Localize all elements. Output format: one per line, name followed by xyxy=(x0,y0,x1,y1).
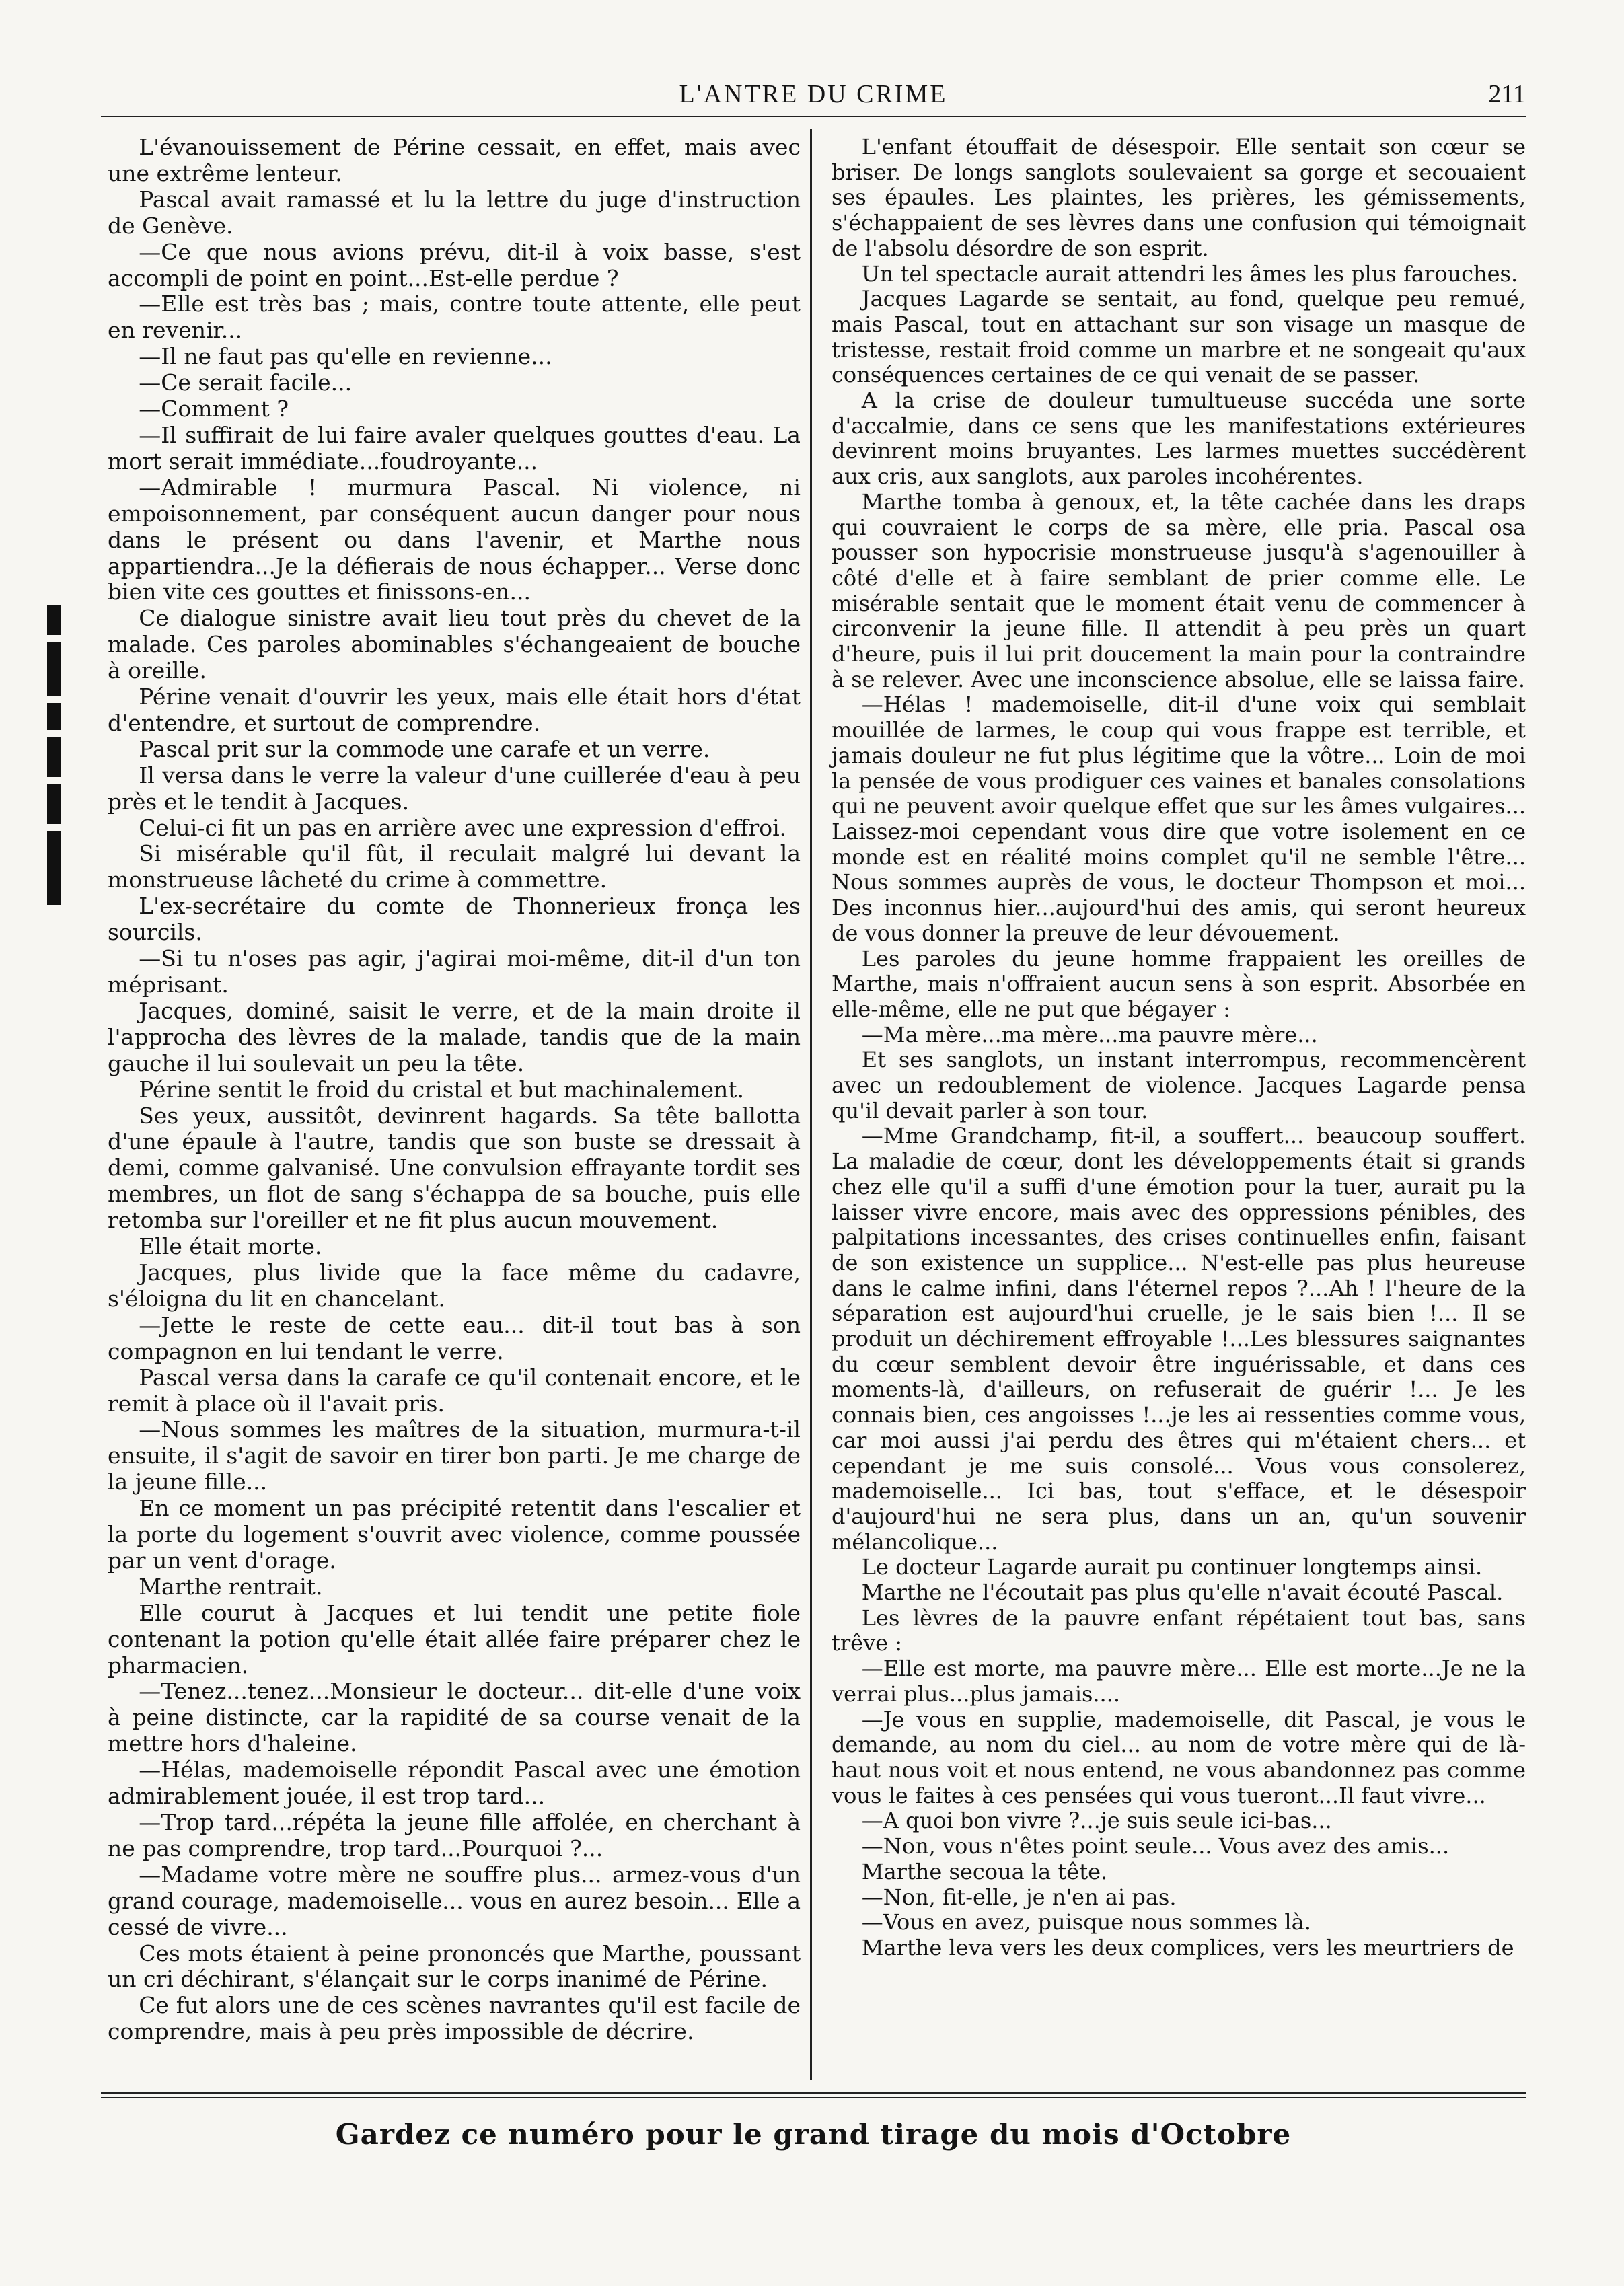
margin-marker xyxy=(47,737,61,777)
paragraph: —Je vous en supplie, mademoiselle, dit Pascal, je vous le demande, au nom du ciel... au nom de votre mère qui de là-haut nous voit et nous entend, ne vous abandonnez pas comme vous le faites à ces pensées qui vous tueront...Il faut vivre... xyxy=(832,1706,1526,1808)
paragraph: L'évanouissement de Périne cessait, en effet, mais avec une extrême lenteur. xyxy=(108,134,801,186)
paragraph: Elle courut à Jacques et lui tendit une petite fiole contenant la potion qu'elle était allée faire préparer chez le pharmacien. xyxy=(108,1599,801,1679)
paragraph: —Madame votre mère ne souffre plus... armez-vous d'un grand courage, mademoiselle... vous en aurez besoin... Elle a cessé de vivre... xyxy=(108,1861,801,1940)
paragraph: —A quoi bon vivre ?...je suis seule ici-bas... xyxy=(861,1808,1332,1834)
footer-notice: Gardez ce numéro pour le grand tirage du mois d'Octobre xyxy=(335,2118,1292,2151)
paragraph: —Comment ? xyxy=(139,396,289,422)
column-divider xyxy=(810,129,812,2080)
paragraph: Jacques Lagarde se sentait, au fond, quelque peu remué, mais Pascal, tout en attachant sur son visage un masque de tristesse, restait froid comme un marbre et ne songeait qu'aux conséquences certaines de ce qui venait de se passer. xyxy=(832,286,1526,388)
page-header xyxy=(101,79,1526,120)
margin-marker xyxy=(47,642,61,696)
paragraph: —Vous en avez, puisque nous sommes là. xyxy=(861,1909,1311,1935)
paragraph: —Il suffirait de lui faire avaler quelques gouttes d'eau. La mort serait immédiate...foudroyante... xyxy=(108,421,801,474)
margin-marker xyxy=(47,831,61,905)
paragraph: Périne venait d'ouvrir les yeux, mais elle était hors d'état d'entendre, et surtout de comprendre. xyxy=(108,684,801,736)
margin-marker xyxy=(47,605,61,635)
paragraph: Les lèvres de la pauvre enfant répétaient tout bas, sans trêve : xyxy=(832,1605,1526,1656)
paragraph: Si misérable qu'il fût, il reculait malgré lui devant la monstrueuse lâcheté du crime à commettre. xyxy=(108,840,801,893)
paragraph: Jacques, plus livide que la face même du cadavre, s'éloigna du lit en chancelant. xyxy=(108,1259,801,1312)
left-text-column xyxy=(108,135,801,2045)
paragraph: —Jette le reste de cette eau... dit-il tout bas à son compagnon en lui tendant le verre. xyxy=(108,1311,801,1364)
page-number: 211 xyxy=(1488,80,1526,108)
footer-rule xyxy=(101,2092,1526,2098)
paragraph: Périne sentit le froid du cristal et but machinalement. xyxy=(139,1076,745,1103)
paragraph: Ces mots étaient à peine prononcés que Marthe, poussant un cri déchirant, s'élançait sur le corps inanimé de Périne. xyxy=(108,1940,801,1993)
paragraph: Et ses sanglots, un instant interrompus, recommencèrent avec un redoublement de violence. Jacques Lagarde pensa qu'il devait parler à son tour. xyxy=(832,1047,1526,1123)
paragraph: —Hélas ! mademoiselle, dit-il d'une voix qui semblait mouillée de larmes, le coup qui vous frappe est terrible, et jamais douleur ne fut plus légitime que la vôtre... Loin de moi la pensée de vous prodiguer ces vaines et banales consolations qui ne peuvent avoir quelque effet que sur les âmes vulgaires... Laissez-moi cependant vous dire que votre isolement en ce monde est en réalité moins complet qu'il ne semble l'être... Nous sommes auprès de vous, le docteur Thompson et moi... Des inconnus hier...aujourd'hui des amis, qui seront heureux de vous donner la preuve de leur dévouement. xyxy=(832,692,1526,946)
paragraph: Le docteur Lagarde aurait pu continuer longtemps ainsi. xyxy=(861,1554,1483,1580)
paragraph: —Elle est morte, ma pauvre mère... Elle est morte...Je ne la verrai plus...plus jamais.... xyxy=(832,1656,1526,1707)
paragraph: Marthe ne l'écoutait pas plus qu'elle n'avait écouté Pascal. xyxy=(861,1580,1504,1606)
paragraph: Jacques, dominé, saisit le verre, et de la main droite il l'approcha des lèvres de la malade, tandis que de la main gauche il lui soulevait un peu la tête. xyxy=(108,997,801,1076)
paragraph: —Nous sommes les maîtres de la situation, murmura-t-il ensuite, il s'agit de savoir en tirer bon parti. Je me charge de la jeune fille... xyxy=(108,1416,801,1496)
paragraph: Un tel spectacle aurait attendri les âmes les plus farouches. xyxy=(861,260,1518,287)
paragraph: Ce dialogue sinistre avait lieu tout près du chevet de la malade. Ces paroles abominables s'échangeaient de bouche à oreille. xyxy=(108,605,801,684)
paragraph: —Ce serait facile... xyxy=(139,369,353,396)
paragraph: En ce moment un pas précipité retentit dans l'escalier et la porte du logement s'ouvrit avec violence, comme poussée par un vent d'orage. xyxy=(108,1495,801,1574)
paragraph: Marthe secoua la tête. xyxy=(861,1858,1108,1884)
paragraph: L'ex-secrétaire du comte de Thonnerieux fronça les sourcils. xyxy=(108,893,801,946)
paragraph: —Elle est très bas ; mais, contre toute attente, elle peut en revenir... xyxy=(108,291,801,344)
paragraph: —Il ne faut pas qu'elle en revienne... xyxy=(139,343,552,370)
margin-marker xyxy=(47,784,61,824)
paragraph: —Ma mère...ma mère...ma pauvre mère... xyxy=(861,1021,1318,1047)
paragraph: —Mme Grandchamp, fit-il, a souffert... beaucoup souffert. La maladie de cœur, dont les développements était si grands chez elle qu'il a suffi d'une émotion pour la tuer, aurait pu la laisser vivre encore, mais avec des oppressions pénibles, des palpitations incessantes, des crises continuelles enfin, faisant de son existence un supplice... N'est-elle pas plus heureuse dans le calme infini, dans l'éternel repos ?...Ah ! l'heure de la séparation est aujourd'hui cruelle, je le sais bien !... Il se produit un déchirement effroyable !...Les blessures saignantes du cœur semblent devoir être inguérissable, et dans ces moments-là, d'ailleurs, on refuserait de guérir !... Je les connais bien, ces angoisses !...je les ai ressenties comme vous, car moi aussi j'ai perdu des êtres qui m'étaient chers... et cependant je me suis consolé... Vous vous consolerez, mademoiselle... Ici bas, tout s'efface, et le désespoir d'aujourd'hui ne sera plus, dans un an, qu'un souvenir mélancolique... xyxy=(832,1123,1526,1555)
paragraph: Celui-ci fit un pas en arrière avec une expression d'effroi. xyxy=(139,814,787,841)
paragraph: L'enfant étouffait de désespoir. Elle sentait son cœur se briser. De longs sanglots soulevaient sa gorge et secouaient ses épaules. Les plaintes, les prières, les gémissements, s'échappaient de ses lèvres dans une confusion qui témoignait de l'absolu désordre de son esprit. xyxy=(832,134,1526,261)
paragraph: Marthe tomba à genoux, et, la tête cachée dans les draps qui couvraient le corps de sa mère, elle pria. Pascal osa pousser son hypocrisie monstrueuse jusqu'à s'agenouiller à côté d'elle et à faire semblant de prier comme elle. Le misérable sentait que le moment était venu de commencer à circonvenir la jeune fille. Il attendit à peu près un quart d'heure, puis il lui prit doucement la main pour la contraindre à se relever. Avec une inconscience absolue, elle se laissa faire. xyxy=(832,488,1526,692)
paragraph: —Hélas, mademoiselle répondit Pascal avec une émotion admirablement jouée, il est trop tard... xyxy=(108,1757,801,1810)
header-rule xyxy=(101,116,1526,120)
paragraph: Ses yeux, aussitôt, devinrent hagards. Sa tête ballotta d'une épaule à l'autre, tandis que son buste se dressait à demi, comme galvanisé. Une convulsion effrayante tordit ses membres, un flot de sang s'échappa de sa bouche, puis elle retomba sur l'oreiller et ne fit plus aucun mouvement. xyxy=(108,1102,801,1234)
paragraph: —Admirable ! murmura Pascal. Ni violence, ni empoisonnement, par conséquent aucun danger pour nous dans le présent ou dans l'avenir, et Marthe nous appartiendra...Je la défierais de nous échapper... Verse donc bien vite ces gouttes et finissons-en... xyxy=(108,474,801,605)
running-title: L'ANTRE DU CRIME xyxy=(679,80,948,108)
paragraph: Pascal versa dans la carafe ce qu'il contenait encore, et le remit à place où il l'avait pris. xyxy=(108,1364,801,1417)
paragraph: A la crise de douleur tumultueuse succéda une sorte d'accalmie, dans ce sens que les manifestations extérieures devinrent moins bruyantes. Les larmes muettes succédèrent aux cris, aux sanglots, aux paroles incohérentes. xyxy=(832,388,1526,490)
paragraph: Ce fut alors une de ces scènes navrantes qu'il est facile de comprendre, mais à peu près impossible de décrire. xyxy=(108,1992,801,2045)
paragraph: Marthe leva vers les deux complices, vers les meurtriers de xyxy=(861,1934,1514,1960)
right-text-column xyxy=(832,135,1526,1961)
margin-marker xyxy=(47,703,61,730)
paragraph: Elle était morte. xyxy=(139,1233,322,1260)
paragraph: —Tenez...tenez...Monsieur le docteur... dit-elle d'une voix à peine distincte, car la rapidité de sa course venait de la mettre hors d'haleine. xyxy=(108,1678,801,1757)
paragraph: Il versa dans le verre la valeur d'une cuillerée d'eau à peu près et le tendit à Jacques. xyxy=(108,762,801,815)
paragraph: Les paroles du jeune homme frappaient les oreilles de Marthe, mais n'offraient aucun sens à son esprit. Absorbée en elle-même, elle ne put que bégayer : xyxy=(832,945,1526,1022)
paragraph: —Trop tard...répéta la jeune fille affolée, en cherchant à ne pas comprendre, trop tard...Pourquoi ?... xyxy=(108,1809,801,1861)
paragraph: Marthe rentrait. xyxy=(139,1573,323,1600)
paragraph: —Non, vous n'êtes point seule... Vous avez des amis... xyxy=(861,1833,1450,1859)
paragraph: —Ce que nous avions prévu, dit-il à voix basse, s'est accompli de point en point...Est-elle perdue ? xyxy=(108,238,801,291)
paragraph: Pascal avait ramassé et lu la lettre du juge d'instruction de Genève. xyxy=(108,186,801,239)
paragraph: —Non, fit-elle, je n'en ai pas. xyxy=(861,1884,1177,1910)
paragraph: —Si tu n'oses pas agir, j'agirai moi-même, dit-il d'un ton méprisant. xyxy=(108,945,801,998)
paragraph: Pascal prit sur la commode une carafe et un verre. xyxy=(139,735,710,762)
